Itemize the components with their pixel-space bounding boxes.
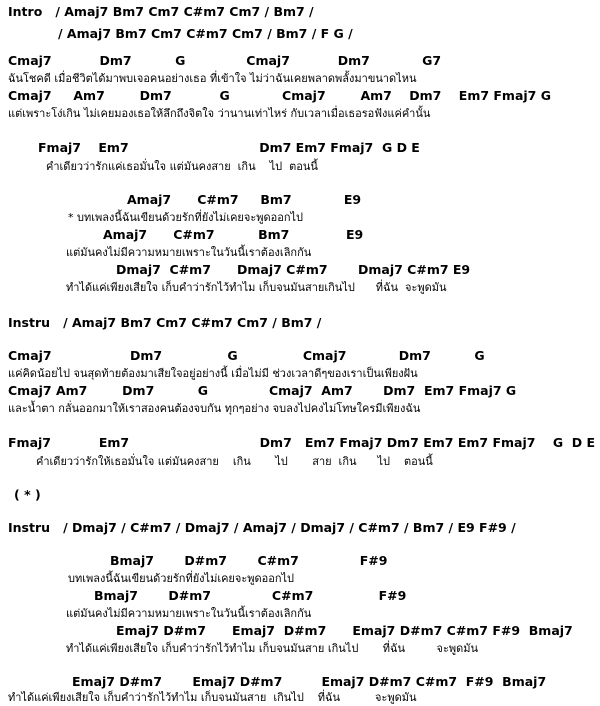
chorus-chords-2: Amaj7 C#m7 Bm7 E9 xyxy=(103,227,364,242)
prechorus2-lyrics: คำเดียวว่ารักให้เธอมั่นใจ แต่มันคงสาย เกิน ไป สาย เกิน ไป ตอนนี้ xyxy=(36,455,433,468)
intro-line-1: Intro / Amaj7 Bm7 Cm7 C#m7 Cm7 / Bm7 / xyxy=(8,4,314,19)
repeat-marker: ( * ) xyxy=(14,487,41,502)
prechorus1-chords: Fmaj7 Em7 Dm7 Em7 Fmaj7 G D E xyxy=(38,140,420,155)
verse2-chords-2: Cmaj7 Am7 Dm7 G Cmaj7 Am7 Dm7 Em7 Fmaj7 G xyxy=(8,383,517,398)
chorus2-lyrics-2: แต่มันคงไม่มีความหมายเพราะในวันนี้เราต้องเลิกกัน xyxy=(66,607,312,620)
verse1-lyrics-1: ฉันโชคดี เมื่อชีวิตได้มาพบเจอคนอย่างเธอ ที่เข้าใจ ไม่ว่าฉันเคยพลาดพลั้งมาขนาดไหน xyxy=(8,72,417,85)
prechorus1-lyrics: คำเดียวว่ารักแค่เธอมั่นใจ แต่มันคงสาย เกิน ไป ตอนนี้ xyxy=(46,160,318,173)
chorus2-lyrics-1: บทเพลงนี้ฉันเขียนด้วยรักที่ยังไม่เคยจะพูดออกไป xyxy=(68,572,295,585)
prechorus2-chords: Fmaj7 Em7 Dm7 Em7 Fmaj7 Dm7 Em7 Em7 Fmaj7 G D E xyxy=(8,435,596,450)
chorus2-chords-4: Emaj7 D#m7 Emaj7 D#m7 Emaj7 D#m7 C#m7 F#9 Bmaj7 xyxy=(72,674,547,689)
verse1-chords-1: Cmaj7 Dm7 G Cmaj7 Dm7 G7 xyxy=(8,53,442,68)
chorus2-lyrics-3: ทำได้แค่เพียงเสียใจ เก็บคำว่ารักไว้ทำไม เก็บจนมันสาย เกินไป ที่ฉัน จะพูดมัน xyxy=(66,642,479,655)
chorus2-chords-3: Emaj7 D#m7 Emaj7 D#m7 Emaj7 D#m7 C#m7 F#9 Bmaj7 xyxy=(116,623,573,638)
verse2-lyrics-1: แค่คิดน้อยไป จนสุดท้ายต้องมาเสียใจอยู่อย่างนี้ เมื่อไม่มี ช่วงเวลาดีๆของเราเป็นเพียงฝัน xyxy=(8,367,418,380)
chorus2-chords-1: Bmaj7 D#m7 C#m7 F#9 xyxy=(110,553,388,568)
instru1-line: Instru / Amaj7 Bm7 Cm7 C#m7 Cm7 / Bm7 / xyxy=(8,315,322,330)
chorus-lyrics-1: * บทเพลงนี้ฉันเขียนด้วยรักที่ยังไม่เคยจะพูดออกไป xyxy=(68,211,304,224)
chorus-chords-1: Amaj7 C#m7 Bm7 E9 xyxy=(127,192,362,207)
chorus-lyrics-3: ทำได้แค่เพียงเสียใจ เก็บคำว่ารักไว้ทำไม เก็บจนมันสายเกินไป ที่ฉัน จะพูดมัน xyxy=(66,281,447,294)
verse1-lyrics-2: แต่เพราะโง่เกิน ไม่เคยมองเธอให้ลึกถึงจิตใจ ว่านานเท่าไหร่ กับเวลาเมื่อเธอรอฟังแค่คำนั้น xyxy=(8,107,431,120)
verse2-chords-1: Cmaj7 Dm7 G Cmaj7 Dm7 G xyxy=(8,348,485,363)
chorus-chords-3: Dmaj7 C#m7 Dmaj7 C#m7 Dmaj7 C#m7 E9 xyxy=(116,262,471,277)
chorus2-lyrics-4: ทำได้แค่เพียงเสียใจ เก็บคำว่ารักไว้ทำไม เก็บจนมันสาย เกินไป ที่ฉัน จะพูดมัน xyxy=(8,691,417,704)
intro-line-2: / Amaj7 Bm7 Cm7 C#m7 Cm7 / Bm7 / F G / xyxy=(58,26,353,41)
verse2-lyrics-2: และน้ำตา กลั่นออกมาให้เราสองคนต้องจบกัน ทุกๆอย่าง จบลงไปคงไม่โทษใครมีเพียงฉัน xyxy=(8,402,421,415)
verse1-chords-2: Cmaj7 Am7 Dm7 G Cmaj7 Am7 Dm7 Em7 Fmaj7 G xyxy=(8,88,551,103)
chorus2-chords-2: Bmaj7 D#m7 C#m7 F#9 xyxy=(94,588,407,603)
instru2-line: Instru / Dmaj7 / C#m7 / Dmaj7 / Amaj7 / Dmaj7 / C#m7 / Bm7 / E9 F#9 / xyxy=(8,520,516,535)
chorus-lyrics-2: แต่มันคงไม่มีความหมายเพราะในวันนี้เราต้องเลิกกัน xyxy=(66,246,312,259)
